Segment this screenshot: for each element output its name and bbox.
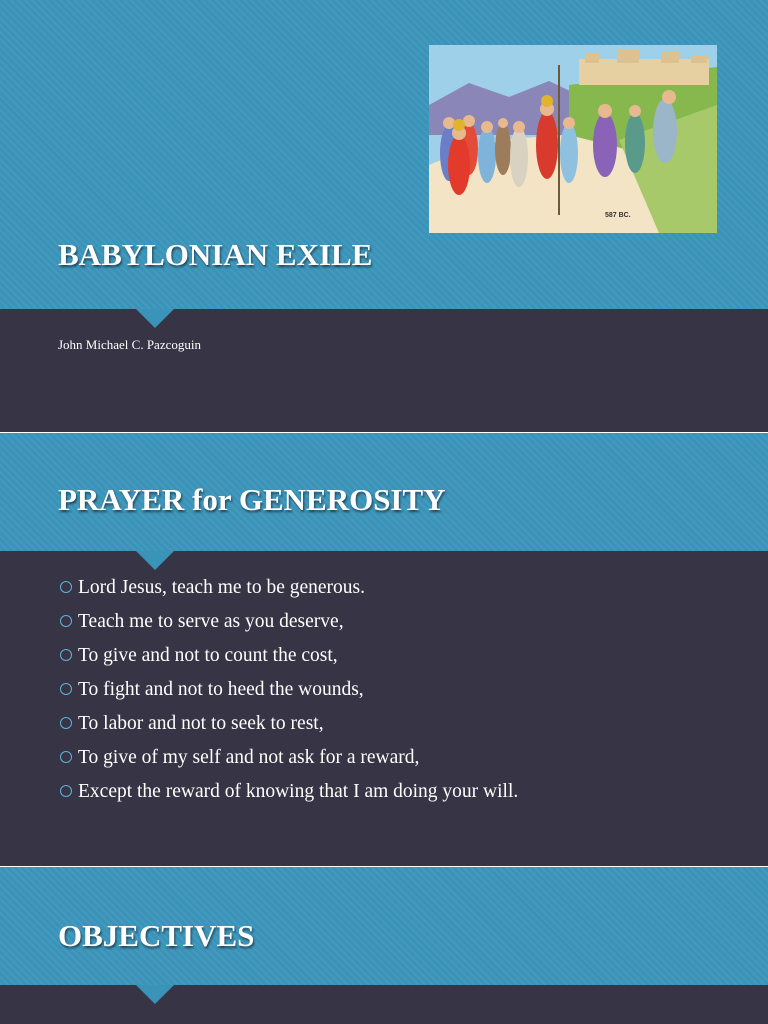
list-item: To fight and not to heed the wounds, <box>58 679 518 713</box>
ring-bullet-icon <box>60 649 72 661</box>
list-item: To give of my self and not ask for a reward, <box>58 747 518 781</box>
ring-bullet-icon <box>60 785 72 797</box>
content-panel <box>0 985 768 1024</box>
slide-title: OBJECTIVES <box>58 918 255 953</box>
prayer-list <box>58 577 518 815</box>
list-item: To give and not to count the cost, <box>58 645 518 679</box>
list-item: To labor and not to seek to rest, <box>58 713 518 747</box>
slide-3 <box>0 867 768 1024</box>
list-item: Lord Jesus, teach me to be generous. <box>58 577 518 611</box>
author-name: John Michael C. Pazcoguin <box>58 337 201 352</box>
list-item: Teach me to serve as you deserve, <box>58 611 518 645</box>
subtitle-panel <box>0 309 768 432</box>
slide-title: BABYLONIAN EXILE <box>58 237 373 272</box>
ring-bullet-icon <box>60 615 72 627</box>
slide-1 <box>0 0 768 432</box>
image-caption: 587 BC. <box>605 212 631 219</box>
band-notch <box>136 551 174 570</box>
ring-bullet-icon <box>60 683 72 695</box>
band-notch <box>136 985 174 1004</box>
exile-illustration <box>429 45 717 233</box>
band-notch <box>136 309 174 328</box>
ring-bullet-icon <box>60 751 72 763</box>
ring-bullet-icon <box>60 581 72 593</box>
list-item: Except the reward of knowing that I am doing your will. <box>58 781 518 815</box>
ring-bullet-icon <box>60 717 72 729</box>
slide-title: PRAYER for GENEROSITY <box>58 482 446 517</box>
